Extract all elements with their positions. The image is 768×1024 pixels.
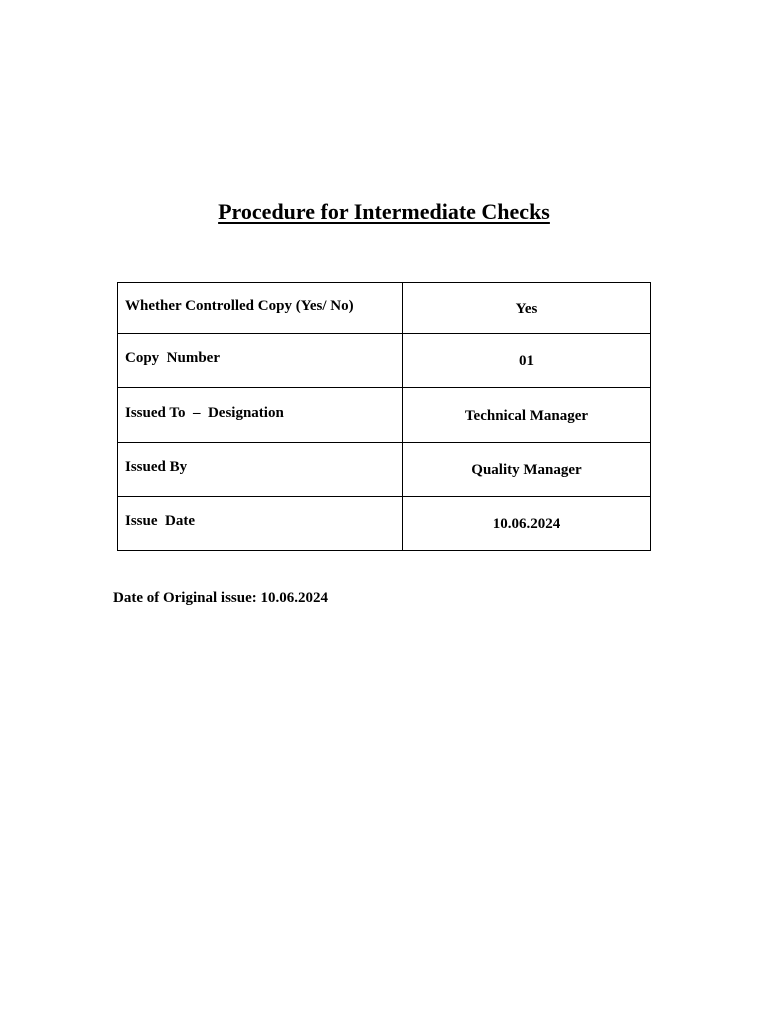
table-row <box>118 283 651 334</box>
copy-number-label: Copy Number <box>125 350 221 366</box>
issued-by-value: Quality Manager <box>471 462 582 478</box>
document-title: Procedure for Intermediate Checks <box>218 199 550 224</box>
issued-to-value: Technical Manager <box>464 407 589 424</box>
row-label-cell <box>118 388 403 443</box>
document-control-table <box>117 282 651 551</box>
row-value-cell <box>403 334 651 388</box>
row-value-cell <box>403 388 651 443</box>
issue-date-value: 10.06.2024 <box>492 516 561 532</box>
issued-by-label: Issued By <box>125 459 188 475</box>
row-label-cell <box>118 497 403 551</box>
table-row <box>118 443 651 497</box>
copy-number-value: 01 <box>519 353 534 369</box>
row-value-cell <box>403 497 651 551</box>
controlled-copy-label: Whether Controlled Copy (Yes/ No) <box>125 297 354 314</box>
row-value-cell <box>403 283 651 334</box>
table-row <box>118 334 651 388</box>
row-label-cell <box>118 334 403 388</box>
table-row <box>118 388 651 443</box>
controlled-copy-value: Yes <box>515 300 538 317</box>
table-row <box>118 497 651 551</box>
row-label-cell <box>118 283 403 334</box>
original-issue-date: Date of Original issue: 10.06.2024 <box>113 590 328 606</box>
issued-to-label: Issued To – Designation <box>125 404 284 421</box>
issue-date-label: Issue Date <box>125 513 195 529</box>
row-label-cell <box>118 443 403 497</box>
row-value-cell <box>403 443 651 497</box>
